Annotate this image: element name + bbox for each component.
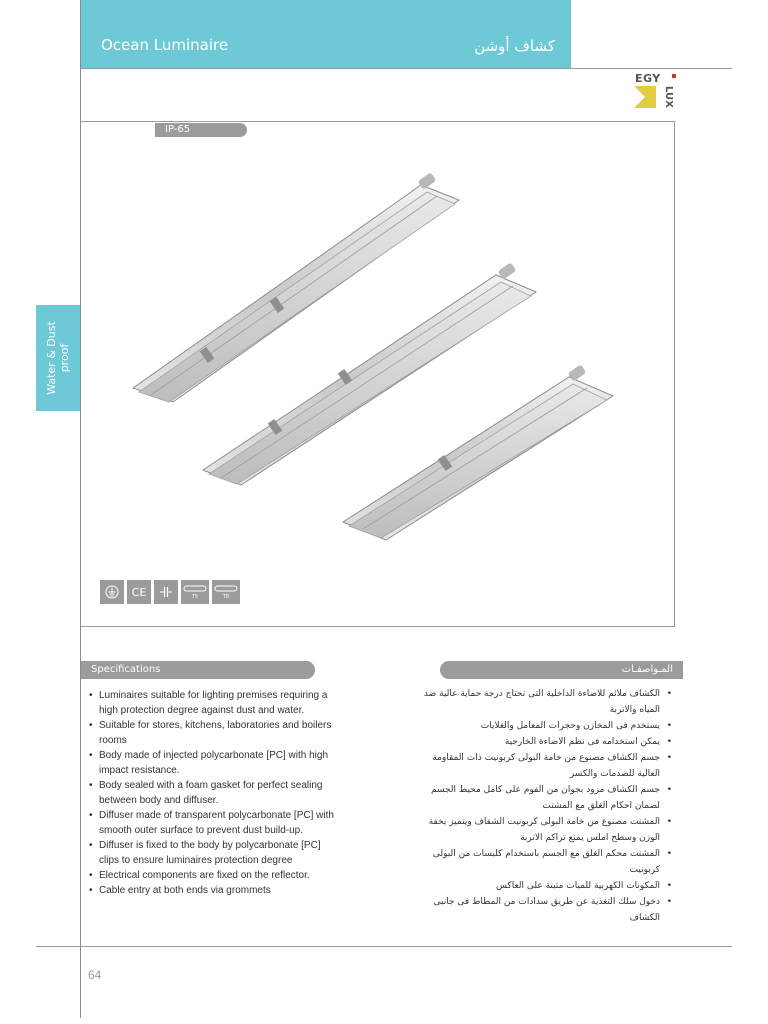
logo-triangle [634, 86, 645, 108]
spec-item-ar: • دخول سلك التغذية عن طريق سدادات من المطاط فى جانبى الكشاف [410, 894, 672, 926]
category-line-1: Water & Dust [45, 321, 58, 395]
spec-item-ar: • جسم الكشاف مزود بجوان من الفوم على كامل محيط الجسم لضمان احكام الغلق مع المشتت [410, 782, 672, 814]
product-title-en: Ocean Luminaire [101, 36, 229, 54]
spec-item-en: • Body made of injected polycarbonate [PC] with high impact resistance. [88, 748, 338, 778]
header-band [81, 0, 571, 68]
t5-lamp-icon [181, 580, 209, 604]
spec-item-en: • Cable entry at both ends via grommets [88, 883, 338, 898]
category-side-tab [36, 305, 80, 411]
spec-item-ar: • يستخدم فى المخازن وحجرات المعامل والغلايات [410, 718, 672, 734]
category-line-2: proof [58, 343, 71, 373]
ip-rating-badge: IP-65 [155, 123, 247, 137]
logo-top-text: EGY [635, 72, 661, 85]
header-rule [81, 68, 732, 69]
earth-ground-icon [100, 580, 124, 604]
page-number: 64 [88, 968, 102, 982]
footer-rule [36, 946, 732, 947]
product-photo [81, 140, 675, 570]
product-title-ar: كشاف أوشن [474, 37, 555, 55]
spec-item-ar: • المكونات الكهربية للمبات مثبتة على العاكس [410, 878, 672, 894]
ce-mark-icon: CE [127, 580, 151, 604]
spec-item-ar: • المشتت محكم الغلق مع الجسم باستخدام كلبسات من البولى كربونيت [410, 846, 672, 878]
spec-item-en: • Suitable for stores, kitchens, laboratories and boilers rooms [88, 718, 338, 748]
logo-dot [672, 74, 676, 78]
spec-item-ar: • الكشاف ملائم للاضاءة الداخلية التى تحتاج درجة حماية عالية ضد المياه والاتربة [410, 686, 672, 718]
t8-label: T8 [222, 594, 230, 600]
spec-item-ar: • المشتت مصنوع من خامة البولى كربونيت الشفاف ويتميز بخفة الوزن وسطح املس يمنع تراكم الاتربة [410, 814, 672, 846]
spec-item-en: • Body sealed with a foam gasket for perfect sealing between body and diffuser. [88, 778, 338, 808]
spec-item-ar: • يمكن استخدامه فى نظم الاضاءة الخارجية [410, 734, 672, 750]
spec-item-ar: • جسم الكشاف مصنوع من خامة البولى كربونيت ذات المقاومة العالية للصدمات والكسر [410, 750, 672, 782]
specifications-list-ar [410, 686, 672, 926]
spec-item-en: • Diffuser is fixed to the body by polycarbonate [PC] clips to ensure luminaires protection degree [88, 838, 338, 868]
capacitor-icon [154, 580, 178, 604]
egylux-logo [634, 72, 678, 112]
specifications-list-en [88, 688, 338, 898]
spec-item-en: • Electrical components are fixed on the reflector. [88, 868, 338, 883]
t5-label: T5 [191, 594, 199, 600]
logo-side-text: LUX [663, 86, 674, 108]
certification-icons [100, 580, 240, 606]
specifications-heading-ar: المـواصفـات [440, 661, 683, 679]
spec-item-en: • Diffuser made of transparent polycarbonate [PC] with smooth outer surface to prevent dust build-up. [88, 808, 338, 838]
spec-item-en: • Luminaires suitable for lighting premises requiring a high protection degree against dust and water. [88, 688, 338, 718]
specifications-heading-en: Specifications [81, 661, 315, 679]
category-label [45, 321, 71, 395]
t8-lamp-icon [212, 580, 240, 604]
